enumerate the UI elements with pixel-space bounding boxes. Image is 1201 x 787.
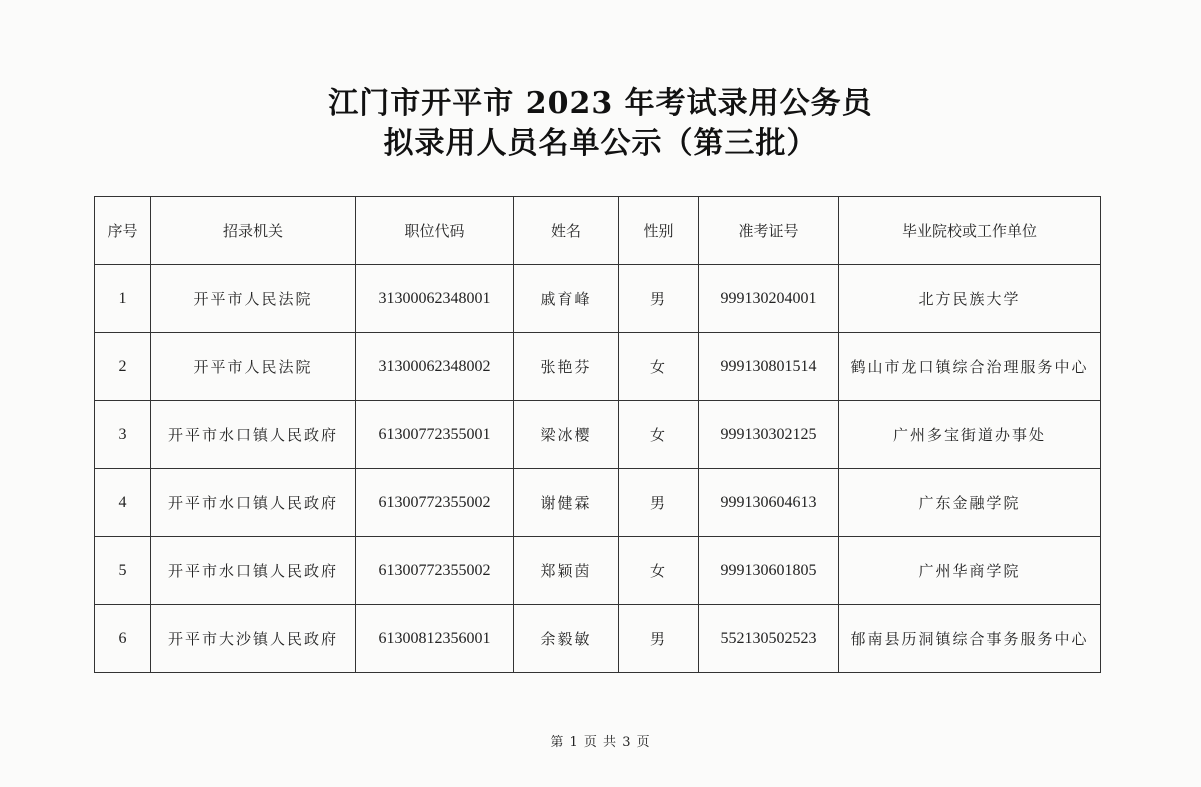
- cell-school: 郁南县历洞镇综合事务服务中心: [839, 605, 1101, 673]
- document-title-line2: 拟录用人员名单公示（第三批）: [383, 126, 818, 161]
- cell-school: 广州华商学院: [839, 537, 1101, 605]
- cell-school: 广东金融学院: [839, 469, 1101, 537]
- cell-agency: 开平市水口镇人民政府: [151, 401, 356, 469]
- header-name: 姓名: [514, 197, 619, 265]
- cell-name: 郑颖茵: [514, 537, 619, 605]
- cell-school: 鹤山市龙口镇综合治理服务中心: [839, 333, 1101, 401]
- cell-position-code: 31300062348002: [356, 333, 514, 401]
- cell-gender: 女: [619, 333, 699, 401]
- cell-gender: 男: [619, 265, 699, 333]
- cell-gender: 女: [619, 537, 699, 605]
- header-position-code: 职位代码: [356, 197, 514, 265]
- cell-index: 2: [95, 333, 151, 401]
- cell-ticket: 999130601805: [699, 537, 839, 605]
- cell-position-code: 31300062348001: [356, 265, 514, 333]
- cell-ticket: 999130302125: [699, 401, 839, 469]
- cell-name: 谢健霖: [514, 469, 619, 537]
- document-title-line1: 江门市开平市 2023 年考试录用公务员: [328, 86, 873, 121]
- cell-ticket: 552130502523: [699, 605, 839, 673]
- cell-school: 北方民族大学: [839, 265, 1101, 333]
- cell-agency: 开平市大沙镇人民政府: [151, 605, 356, 673]
- roster-table: [94, 196, 1101, 673]
- cell-position-code: 61300772355002: [356, 537, 514, 605]
- cell-index: 3: [95, 401, 151, 469]
- table-row: [95, 605, 1101, 673]
- table-row: [95, 469, 1101, 537]
- header-index: 序号: [95, 197, 151, 265]
- cell-index: 6: [95, 605, 151, 673]
- header-school: 毕业院校或工作单位: [839, 197, 1101, 265]
- cell-ticket: 999130801514: [699, 333, 839, 401]
- table-row: [95, 333, 1101, 401]
- cell-gender: 男: [619, 469, 699, 537]
- table-row: [95, 401, 1101, 469]
- header-agency: 招录机关: [151, 197, 356, 265]
- cell-agency: 开平市水口镇人民政府: [151, 469, 356, 537]
- cell-school: 广州多宝街道办事处: [839, 401, 1101, 469]
- cell-name: 张艳芬: [514, 333, 619, 401]
- cell-index: 5: [95, 537, 151, 605]
- header-gender: 性别: [619, 197, 699, 265]
- table-header-row: [95, 197, 1101, 265]
- cell-agency: 开平市人民法院: [151, 265, 356, 333]
- table-row: [95, 265, 1101, 333]
- cell-index: 1: [95, 265, 151, 333]
- cell-position-code: 61300772355002: [356, 469, 514, 537]
- cell-agency: 开平市水口镇人民政府: [151, 537, 356, 605]
- table-row: [95, 537, 1101, 605]
- cell-index: 4: [95, 469, 151, 537]
- cell-gender: 女: [619, 401, 699, 469]
- cell-name: 梁冰樱: [514, 401, 619, 469]
- cell-position-code: 61300812356001: [356, 605, 514, 673]
- header-ticket: 准考证号: [699, 197, 839, 265]
- cell-gender: 男: [619, 605, 699, 673]
- page-footer: 第 1 页 共 3 页: [550, 735, 651, 750]
- cell-name: 余毅敏: [514, 605, 619, 673]
- cell-position-code: 61300772355001: [356, 401, 514, 469]
- cell-agency: 开平市人民法院: [151, 333, 356, 401]
- cell-ticket: 999130604613: [699, 469, 839, 537]
- cell-name: 戚育峰: [514, 265, 619, 333]
- cell-ticket: 999130204001: [699, 265, 839, 333]
